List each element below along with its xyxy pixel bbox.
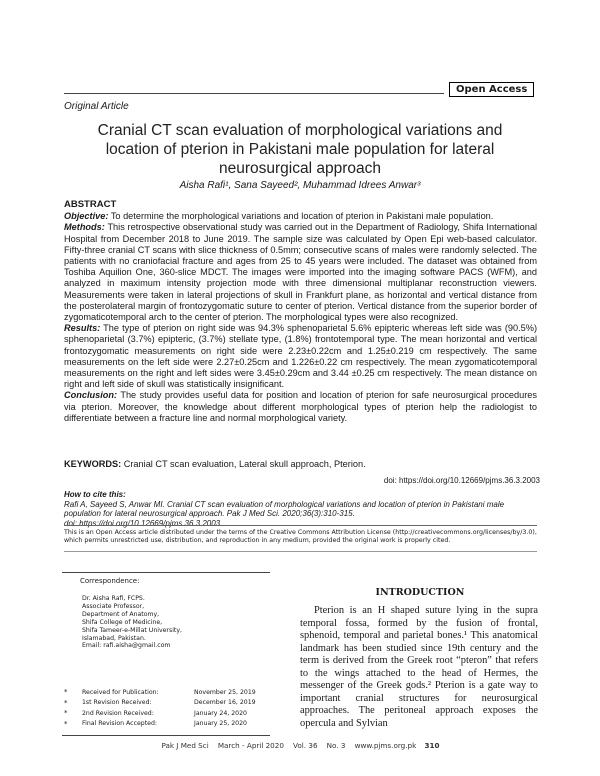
license-rule-top <box>64 525 537 526</box>
objective-label: Objective: <box>64 211 109 222</box>
introduction-text: Pterion is an H shaped suture lying in the supra temporal fossa, formed by the fusion of frontal, sphenoid, temporal and parietal bones.¹ This anatomical landmark has been studied since 19th century and the term is derived from the Greek root “pteron” that refers to the wings attached to the head of Hermes, the messenger of the Greek gods.² Pterion is a gate way to important cranial structures for neurosurgical approaches. The peritoneal approach exposes the opercula and Sylvian <box>300 605 538 729</box>
correspondence-line: Associate Professor, <box>82 602 145 610</box>
date-value: November 25, 2019 <box>194 688 256 696</box>
abstract-results <box>64 323 537 390</box>
citation-text: Rafi A, Sayeed S, Anwar MI. Cranial CT scan evaluation of morphological variations and location of pterion in Pakistani male population for lateral neurosurgical approach. Pak J Med Sci. 2020;36(3):310-315. <box>64 499 505 518</box>
footer-issue-date: March - April 2020 <box>217 741 284 750</box>
page-number: 310 <box>424 741 440 750</box>
doi-link[interactable]: doi: https://doi.org/10.12669/pjms.36.3.2003 <box>383 476 540 485</box>
keywords <box>64 459 537 469</box>
objective-text: To determine the morphological variations and location of pterion in Pakistani male population. <box>110 211 494 222</box>
article-type: Original Article <box>64 101 129 112</box>
correspondence-line: Islamabad, Pakistan. <box>82 634 146 642</box>
results-label: Results: <box>64 323 101 334</box>
date-label: Final Revision Accepted: <box>82 720 157 728</box>
date-row <box>64 708 269 719</box>
correspondence-line: Shifa College of Medicine, <box>82 618 163 626</box>
footer-site[interactable]: www.pjms.org.pk <box>354 741 417 750</box>
footer-volume: Vol. 36 <box>293 741 318 750</box>
page-footer <box>64 741 537 750</box>
introduction-heading: INTRODUCTION <box>375 587 465 598</box>
how-to-cite-heading: How to cite this: <box>64 490 126 499</box>
date-label: 2nd Revision Received: <box>82 709 154 717</box>
bullet: * <box>64 688 68 697</box>
results-text: The type of pterion on right side was 94.3% sphenoparietal 5.6% epipteric whereas left side was (90.5%) sphenoparietal (3.7%) epipteric, (3.7%) stellate type, (1.8%) frontotemporal type. The mean horizontal and vertical frontozygomatic measurements on right side were 2.23±0.22cm and 1.25±0.219 cm respectively. The same measurements on the left side were 2.27±0.25cm and 1.226±0.22 cm respectively. The mean zygomaticotemporal measurements on the right and left sides were 3.45±0.29cm and 3.44 ±0.25 cm respectively. The mean distance on right and left side of skull was statistically insignificant. <box>64 323 537 390</box>
conclusion-label: Conclusion: <box>64 390 118 401</box>
correspondence-title: Correspondence: <box>80 577 140 585</box>
paper-title: Cranial CT scan evaluation of morphological variations and location of pterion in Pakistani male population for lateral neurosurgical approach <box>97 122 503 177</box>
open-access-badge: Open Access <box>449 82 534 97</box>
header-rule <box>64 93 444 94</box>
conclusion-text: The study provides useful data for position and location of pterion for safe neurosurgical procedures via pterion. Moreover, the knowledge about different morphological types of pterion help the radiologist to differentiate between a fracture line and normal morphological variety. <box>64 390 538 423</box>
correspondence-line: Shifa Tameer-e-Millat University, <box>82 626 182 634</box>
methods-label: Methods: <box>64 222 105 233</box>
abstract <box>64 199 537 424</box>
keywords-label: KEYWORDS: <box>64 459 122 469</box>
how-to-cite <box>64 490 537 528</box>
date-value: December 16, 2019 <box>194 699 256 707</box>
correspondence-line: Department of Anatomy, <box>82 610 160 618</box>
keywords-text: Cranial CT scan evaluation, Lateral skull approach, Pterion. <box>123 459 366 469</box>
date-label: 1st Revision Received: <box>82 699 152 707</box>
date-value: January 25, 2020 <box>194 720 247 728</box>
bullet: * <box>64 709 68 718</box>
bullet: * <box>64 719 68 728</box>
abstract-objective <box>64 211 537 222</box>
abstract-methods <box>64 222 537 323</box>
authors: Aisha Rafi¹, Sana Sayeed², Muhammad Idrees Anwar³ <box>179 180 421 191</box>
date-label: Received for Publication: <box>82 688 159 696</box>
bullet: * <box>64 698 68 707</box>
citation-doi[interactable]: doi: https://doi.org/10.12669/pjms.36.3.2003 <box>64 518 221 528</box>
correspondence-address <box>82 595 182 650</box>
footer-journal: Pak J Med Sci <box>161 741 209 750</box>
methods-text: This retrospective observational study was carried out in the Department of Radiology, Shifa International Hospital from December 2018 to June 2019. The sample size was calculated by Open Epi web-based calculator. Fifty-three cranial CT scans with slice thickness of 0.5mm; consecutive scans of males were randomly selected. The patients with no craniofacial fracture and ages from 25 to 45 years were included. The dataset was obtained from Toshiba Aquilion One, 360-slice MDCT. The images were imported into the imaging software PACS (WFM), and analyzed in maximum intensity projection mode with three dimensional multiplanar reconstruction viewers. Measurements were taken in lateral projections of skull in Frankfurt plane, as horizontal and vertical distance from the posterolateral margin of frontozygomatic suture to center of pterion. Vertical distance from the superior border of zygomaticotemporal arch to the center of pterion. The morphological types were also recognized. <box>64 222 537 323</box>
license-text: This is an Open Access article distributed under the terms of the Creative Commons Attribution License (http://creativecommons.org/licenses/by/3.0), which permits unrestricted use, distribution, and reproduction in any medium, provided the original work is properly cited. <box>64 529 537 544</box>
abstract-conclusion <box>64 390 537 424</box>
footer-number: No. 3 <box>326 741 346 750</box>
date-value: January 24, 2020 <box>194 709 247 717</box>
date-row <box>64 698 269 709</box>
abstract-heading: ABSTRACT <box>64 199 117 210</box>
date-row <box>64 687 269 698</box>
date-row <box>64 719 269 730</box>
correspondence-line: Dr. Aisha Rafi, FCPS. <box>82 595 145 602</box>
correspondence-email[interactable]: Email: rafi.aisha@gmail.com <box>82 642 171 650</box>
submission-dates <box>64 687 269 729</box>
license-rule-bottom <box>64 551 537 552</box>
